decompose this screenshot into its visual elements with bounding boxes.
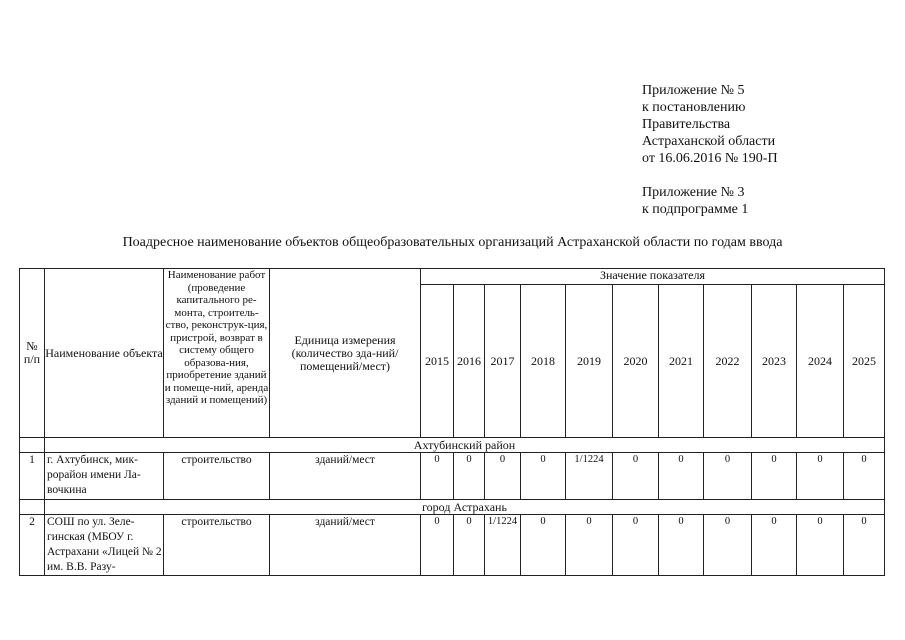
year-header: 2025 [844,285,885,438]
header-num: № п/п [20,269,45,438]
year-header: 2019 [566,285,613,438]
value-cell: 0 [421,453,454,500]
value-cell: 1/1224 [485,515,521,576]
year-header: 2020 [613,285,659,438]
works-type: строительство [164,453,270,500]
section-blank-cell [20,438,45,453]
header-indicator: Значение показателя [421,269,885,285]
appendix-line: к постановлению [642,100,746,115]
value-cell: 0 [659,453,704,500]
value-cell: 0 [613,515,659,576]
header-unit: Единица измерения (количество зда-ний/помещений/мест) [270,269,421,438]
value-cell: 0 [844,515,885,576]
value-cell: 0 [704,515,752,576]
appendix-line: от 16.06.2016 № 190-П [642,151,778,166]
value-cell: 0 [454,453,485,500]
value-cell: 0 [454,515,485,576]
section-row [20,438,885,453]
section-row [20,500,885,515]
row-number: 1 [20,453,45,500]
table-row [20,453,885,500]
unit-cell: зданий/мест [270,453,421,500]
value-cell: 0 [659,515,704,576]
header-row-top [20,269,885,285]
year-header: 2018 [521,285,566,438]
value-cell: 0 [797,453,844,500]
year-header: 2015 [421,285,454,438]
works-type: строительство [164,515,270,576]
year-header: 2021 [659,285,704,438]
value-cell: 0 [613,453,659,500]
value-cell: 1/1224 [566,453,613,500]
appendix-line: Приложение № 5 [642,83,745,98]
object-name: г. Ахтубинск, мик-рорайон имени Ла-вочкина [45,453,164,500]
appendix-block [642,82,778,218]
objects-table [19,268,885,576]
year-header: 2017 [485,285,521,438]
appendix-line: к подпрограмме 1 [642,202,749,217]
table-row [20,515,885,576]
value-cell: 0 [704,453,752,500]
appendix-line: Астраханской области [642,134,776,149]
section-title: город Астрахань [45,500,885,515]
value-cell: 0 [421,515,454,576]
document-title: Поадресное наименование объектов общеобразовательных организаций Астраханской области по годам ввода [122,235,783,250]
header-works: Наименование работ (проведение капитального ре-монта, строитель-ство, реконструк-ция, пристрой, возврат в систему общего образова-ния, приобретение зданий и помеще-ний, аренда зданий и помещений) [164,269,270,438]
value-cell: 0 [752,453,797,500]
value-cell: 0 [844,453,885,500]
year-header: 2024 [797,285,844,438]
value-cell: 0 [797,515,844,576]
value-cell: 0 [521,515,566,576]
value-cell: 0 [752,515,797,576]
year-header: 2023 [752,285,797,438]
object-name: СОШ по ул. Зеле-гинская (МБОУ г. Астрахани «Лицей № 2 им. В.В. Разу- [45,515,164,576]
appendix-line: Правительства [642,117,731,132]
value-cell: 0 [521,453,566,500]
appendix-line: Приложение № 3 [642,185,745,200]
section-title: Ахтубинский район [45,438,885,453]
year-header: 2022 [704,285,752,438]
value-cell: 0 [485,453,521,500]
year-header: 2016 [454,285,485,438]
unit-cell: зданий/мест [270,515,421,576]
value-cell: 0 [566,515,613,576]
header-object: Наименование объекта [45,269,164,438]
section-blank-cell [20,500,45,515]
row-number: 2 [20,515,45,576]
